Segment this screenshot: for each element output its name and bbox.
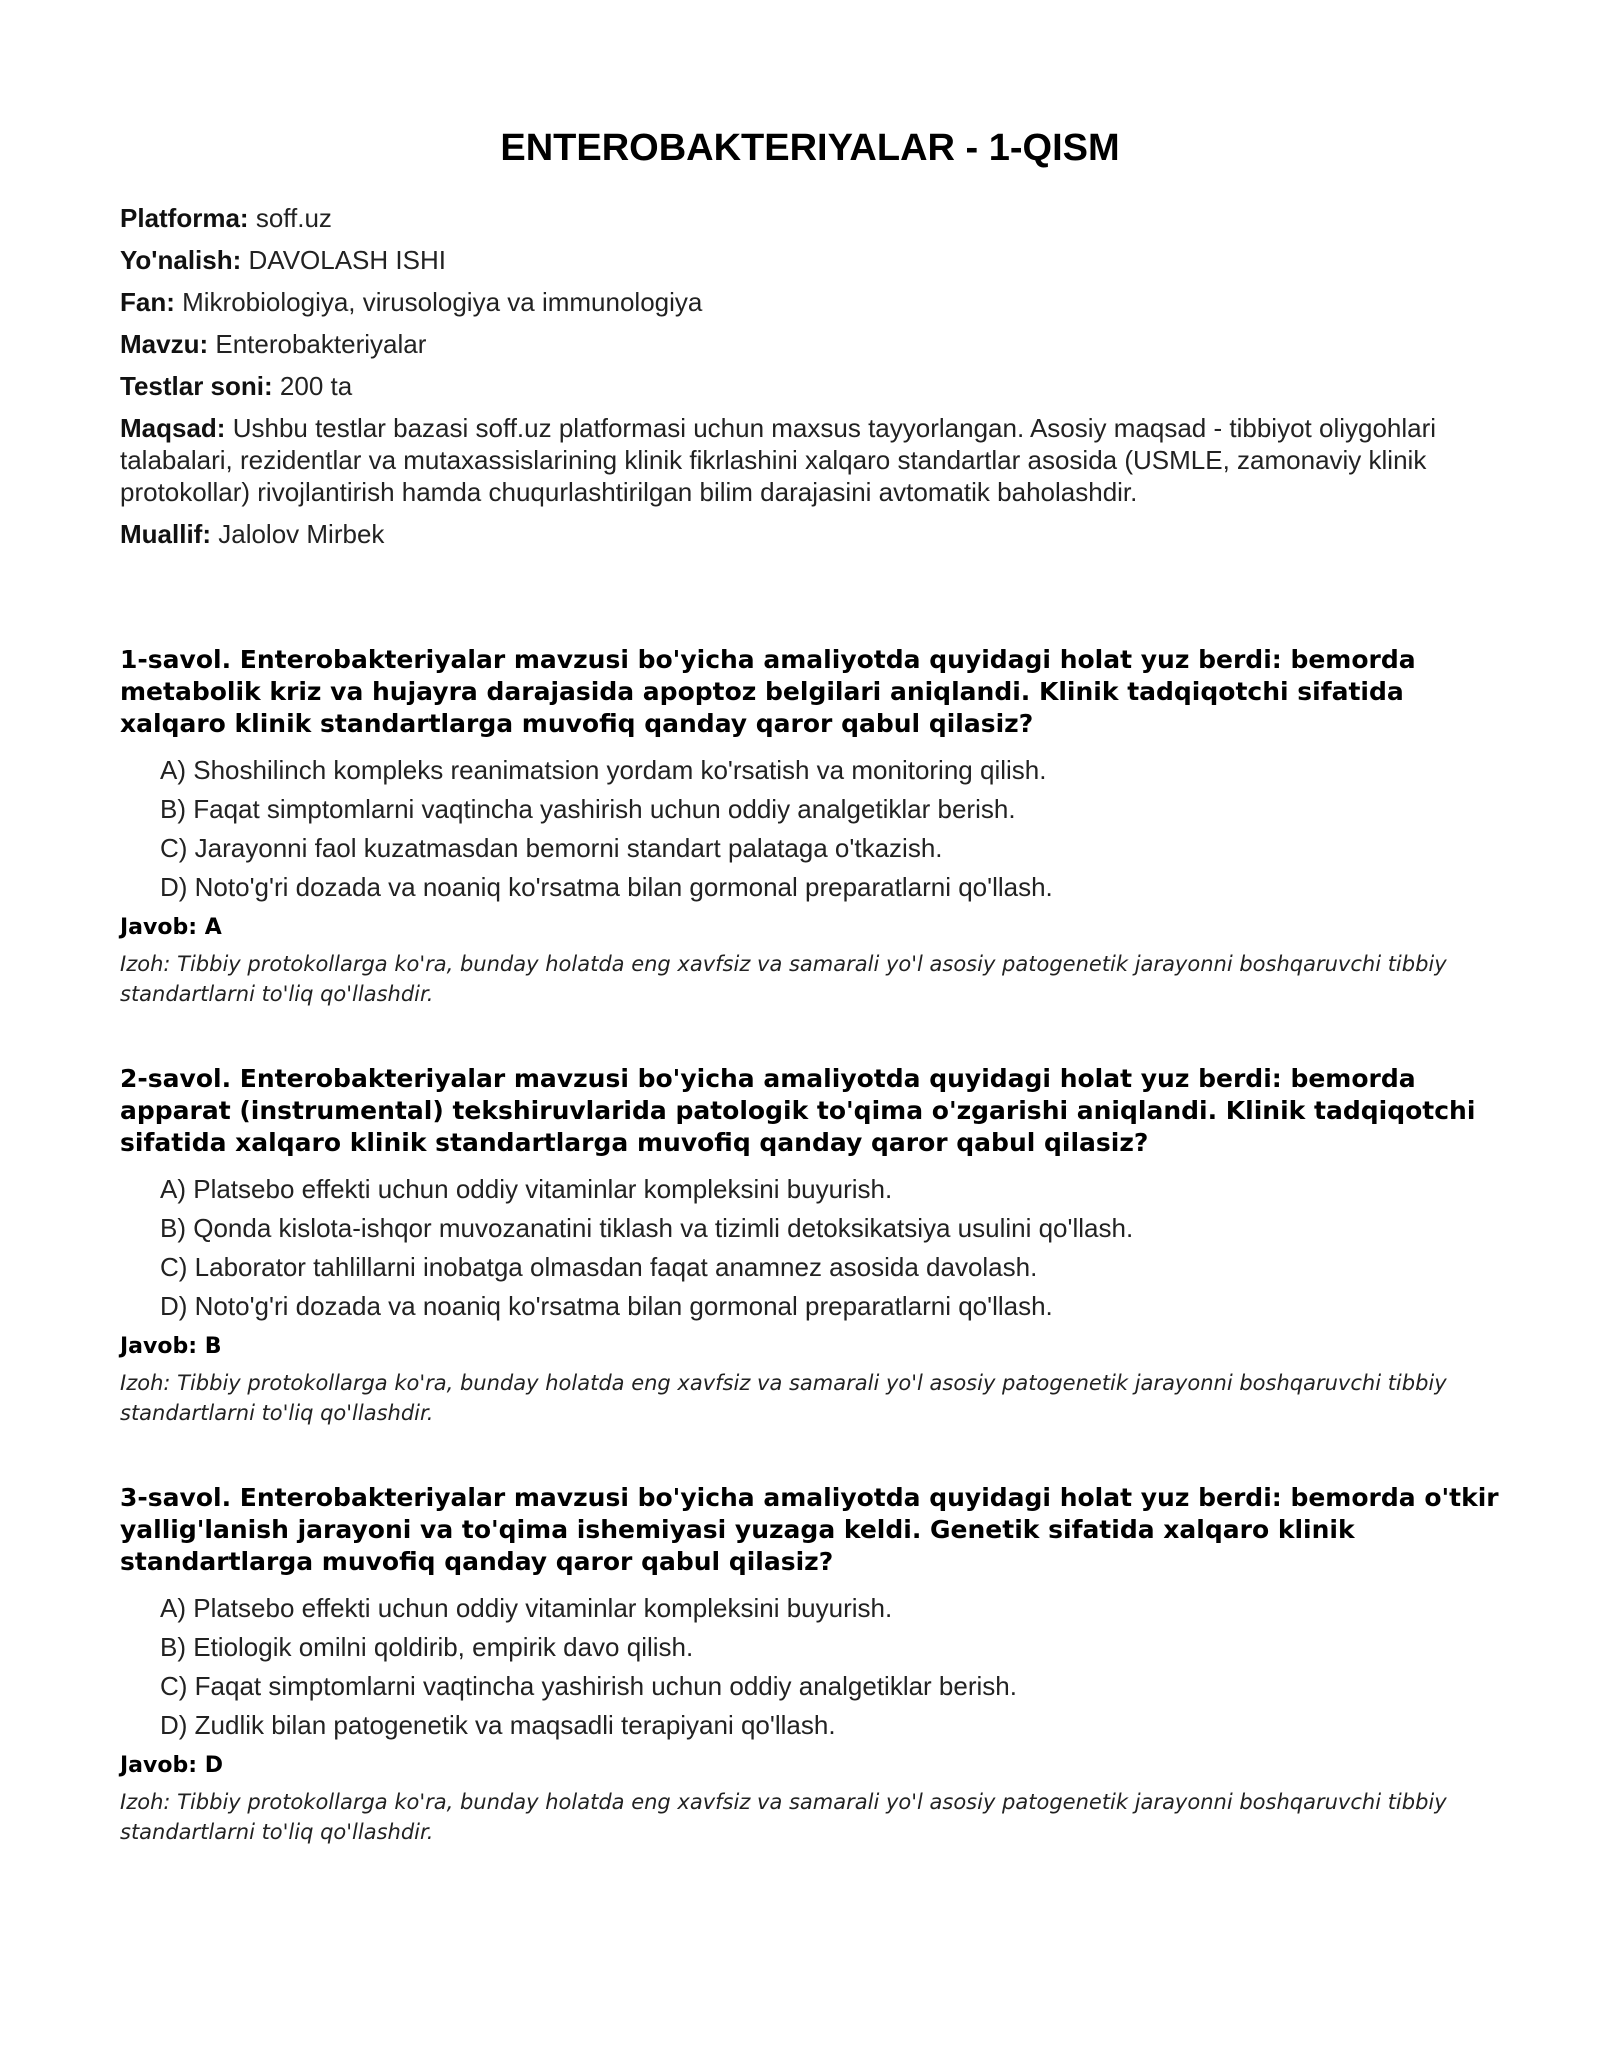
meta-list bbox=[120, 202, 1500, 550]
meta-label: Yo'nalish: bbox=[120, 245, 242, 275]
meta-label: Mavzu: bbox=[120, 329, 209, 359]
question-2 bbox=[120, 1063, 1500, 1428]
explanation-note: Izoh: Tibbiy protokollarga ko'ra, bunday holatda eng xavfsiz va samarali yo'l asosiy patogenetik jarayonni boshqaruvchi tibbiy standartlarni to'liq qo'llashdir. bbox=[120, 1371, 1447, 1425]
answer-label: Javob: D bbox=[120, 1753, 223, 1778]
option-b: B) Faqat simptomlarni vaqtincha yashirish uchun oddiy analgetiklar berish. bbox=[160, 794, 1016, 824]
question-3 bbox=[120, 1482, 1500, 1847]
option-c: C) Laborator tahlillarni inobatga olmasdan faqat anamnez asosida davolash. bbox=[160, 1252, 1038, 1282]
explanation-note: Izoh: Tibbiy protokollarga ko'ra, bunday holatda eng xavfsiz va samarali yo'l asosiy patogenetik jarayonni boshqaruvchi tibbiy standartlarni to'liq qo'llashdir. bbox=[120, 1790, 1447, 1844]
meta-direction bbox=[120, 244, 1500, 276]
meta-author bbox=[120, 518, 1500, 550]
meta-label: Testlar soni: bbox=[120, 371, 273, 401]
meta-subject bbox=[120, 286, 1500, 318]
meta-value: Mikrobiologiya, virusologiya va immunologiya bbox=[182, 287, 703, 317]
meta-value: 200 ta bbox=[279, 371, 353, 401]
meta-value: Ushbu testlar bazasi soff.uz platformasi uchun maxsus tayyorlangan. Asosiy maqsad - tibbiyot oliygohlari talabalari, rezidentlar va mutaxassislarining klinik fikrlashini xalqaro standartlar asosida (USMLE, zamonaviy klinik protokollar) rivojlantirish hamda chuqurlashtirilgan bilim darajasini avtomatik baholashdir. bbox=[120, 413, 1437, 507]
question-1 bbox=[120, 644, 1500, 1009]
meta-purpose bbox=[120, 412, 1500, 508]
option-a: A) Shoshilinch kompleks reanimatsion yordam ko'rsatish va monitoring qilish. bbox=[160, 755, 1047, 785]
meta-value: soff.uz bbox=[255, 203, 332, 233]
meta-value: DAVOLASH ISHI bbox=[248, 245, 446, 275]
option-a: A) Platsebo effekti uchun oddiy vitaminlar kompleksini buyurish. bbox=[160, 1174, 893, 1204]
option-list bbox=[160, 1173, 1500, 1322]
option-b: B) Qonda kislota-ishqor muvozanatini tiklash va tizimli detoksikatsiya usulini qo'llash. bbox=[160, 1213, 1134, 1243]
option-list bbox=[160, 1592, 1500, 1741]
answer-label: Javob: B bbox=[120, 1334, 222, 1359]
meta-label: Muallif: bbox=[120, 519, 211, 549]
option-a: A) Platsebo effekti uchun oddiy vitaminlar kompleksini buyurish. bbox=[160, 1593, 893, 1623]
option-c: C) Faqat simptomlarni vaqtincha yashirish uchun oddiy analgetiklar berish. bbox=[160, 1671, 1017, 1701]
meta-label: Maqsad: bbox=[120, 413, 226, 443]
option-c: C) Jarayonni faol kuzatmasdan bemorni standart palataga o'tkazish. bbox=[160, 833, 943, 863]
document-page bbox=[120, 120, 1500, 1901]
meta-test-count bbox=[120, 370, 1500, 402]
meta-topic bbox=[120, 328, 1500, 360]
meta-label: Platforma: bbox=[120, 203, 249, 233]
question-text: 3-savol. Enterobakteriyalar mavzusi bo'yicha amaliyotda quyidagi holat yuz berdi: bemorda o'tkir yallig'lanish jarayoni va to'qima ishemiyasi yuzaga keldi. Genetik sifatida xalqaro klinik standartlarga muvofiq qanday qaror qabul qilasiz? bbox=[120, 1483, 1499, 1576]
explanation-note: Izoh: Tibbiy protokollarga ko'ra, bunday holatda eng xavfsiz va samarali yo'l asosiy patogenetik jarayonni boshqaruvchi tibbiy standartlarni to'liq qo'llashdir. bbox=[120, 952, 1447, 1006]
question-text: 1-savol. Enterobakteriyalar mavzusi bo'yicha amaliyotda quyidagi holat yuz berdi: bemorda metabolik kriz va hujayra darajasida apoptoz belgilari aniqlandi. Klinik tadqiqotchi sifatida xalqaro klinik standartlarga muvofiq qanday qaror qabul qilasiz? bbox=[120, 645, 1416, 738]
page-title: ENTEROBAKTERIYALAR - 1-QISM bbox=[500, 127, 1120, 169]
option-d: D) Noto'g'ri dozada va noaniq ko'rsatma bilan gormonal preparatlarni qo'llash. bbox=[160, 872, 1053, 902]
meta-value: Jalolov Mirbek bbox=[218, 519, 385, 549]
question-text: 2-savol. Enterobakteriyalar mavzusi bo'yicha amaliyotda quyidagi holat yuz berdi: bemorda apparat (instrumental) tekshiruvlarida patologik to'qima o'zgarishi aniqlandi. Klinik tadqiqotchi sifatida xalqaro klinik standartlarga muvofiq qanday qaror qabul qilasiz? bbox=[120, 1064, 1476, 1157]
meta-label: Fan: bbox=[120, 287, 175, 317]
meta-value: Enterobakteriyalar bbox=[215, 329, 427, 359]
answer-label: Javob: A bbox=[120, 915, 222, 940]
option-b: B) Etiologik omilni qoldirib, empirik davo qilish. bbox=[160, 1632, 694, 1662]
option-d: D) Zudlik bilan patogenetik va maqsadli terapiyani qo'llash. bbox=[160, 1710, 836, 1740]
option-list bbox=[160, 754, 1500, 903]
meta-platform bbox=[120, 202, 1500, 234]
option-d: D) Noto'g'ri dozada va noaniq ko'rsatma bilan gormonal preparatlarni qo'llash. bbox=[160, 1291, 1053, 1321]
